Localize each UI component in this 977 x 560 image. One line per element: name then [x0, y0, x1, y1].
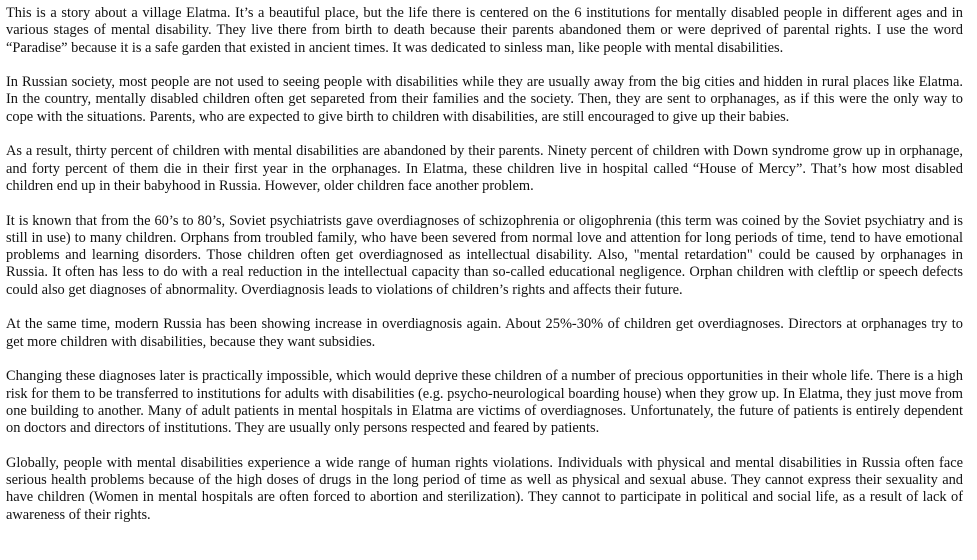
- paragraph-5: At the same time, modern Russia has been showing increase in overdiagnosis again. About 25%-30% of children get overdiagnoses. Directors at orphanages try to get more children with disabilities, because they want subsidies.: [6, 316, 963, 350]
- paragraph-4: It is known that from the 60’s to 80’s, Soviet psychiatrists gave overdiagnoses of schizophrenia or oligophrenia (this term was coined by the Soviet psychiatry and is still in use) to many children. Orphans from troubled family, who have been severed from normal love and attention for long periods of time, tend to have emotional problems and learning disorders. Those children often get overdiagnosed as intellectual disability. Also, "mental retardation" could be caused by orphanages in Russia. It often has less to do with a real reduction in the intellectual capacity than so-called educational negligence. Orphan children with cleftlip or speech defects could also get diagnoses of abnormality. Overdiagnosis leads to violations of children’s rights and affects their future.: [6, 212, 963, 298]
- paragraph-6: Changing these diagnoses later is practically impossible, which would deprive these children of a number of precious opportunities in their whole life. There is a high risk for them to be transferred to institutions for adults with disabilities (e.g. psycho-neurological boarding house) when they grow up. In Elatma, they just move from one building to another. Many of adult patients in mental hospitals in Elatma are victims of overdiagnoses. Unfortunately, the future of patients is entirely dependent on doctors and directors of institutions. They are usually only persons respected and feared by patients.: [6, 368, 963, 437]
- paragraph-3: As a result, thirty percent of children with mental disabilities are abandoned by their parents. Ninety percent of children with Down syndrome grow up in orphanage, and forty percent of them die in their first year in the orphanages. In Elatma, these children live in hospital called “House of Mercy”. That’s how most disabled children end up in their babyhood in Russia. However, older children face another problem.: [6, 143, 963, 194]
- paragraph-1: This is a story about a village Elatma. It’s a beautiful place, but the life there is centered on the 6 institutions for mentally disabled people in different ages and in various stages of mental disability. They live there from birth to death because their parents abandoned them or were deprived of parental rights. I use the word “Paradise” because it is a safe garden that existed in ancient times. It was dedicated to sinless man, like people with mental disabilities.: [6, 5, 963, 56]
- paragraph-2: In Russian society, most people are not used to seeing people with disabilities while they are usually away from the big cities and hidden in rural places like Elatma. In the country, mentally disabled children often get separeted from their families and the society. Then, they are sent to orphanages, as if this were the only way to cope with the situations. Parents, who are expected to give birth to children with disabilities, are still encouraged to give up their babies.: [6, 74, 963, 125]
- paragraph-7: Globally, people with mental disabilities experience a wide range of human rights violations. Individuals with physical and mental disabilities in Russia often face serious health problems because of the high doses of drugs in the long period of time as well as physical and sexual abuse. They cannot express their sexuality and have children (Women in mental hospitals are often forced to abortion and sterilization). They cannot to participate in political and social life, as a result of lack of awareness of their rights.: [6, 454, 963, 523]
